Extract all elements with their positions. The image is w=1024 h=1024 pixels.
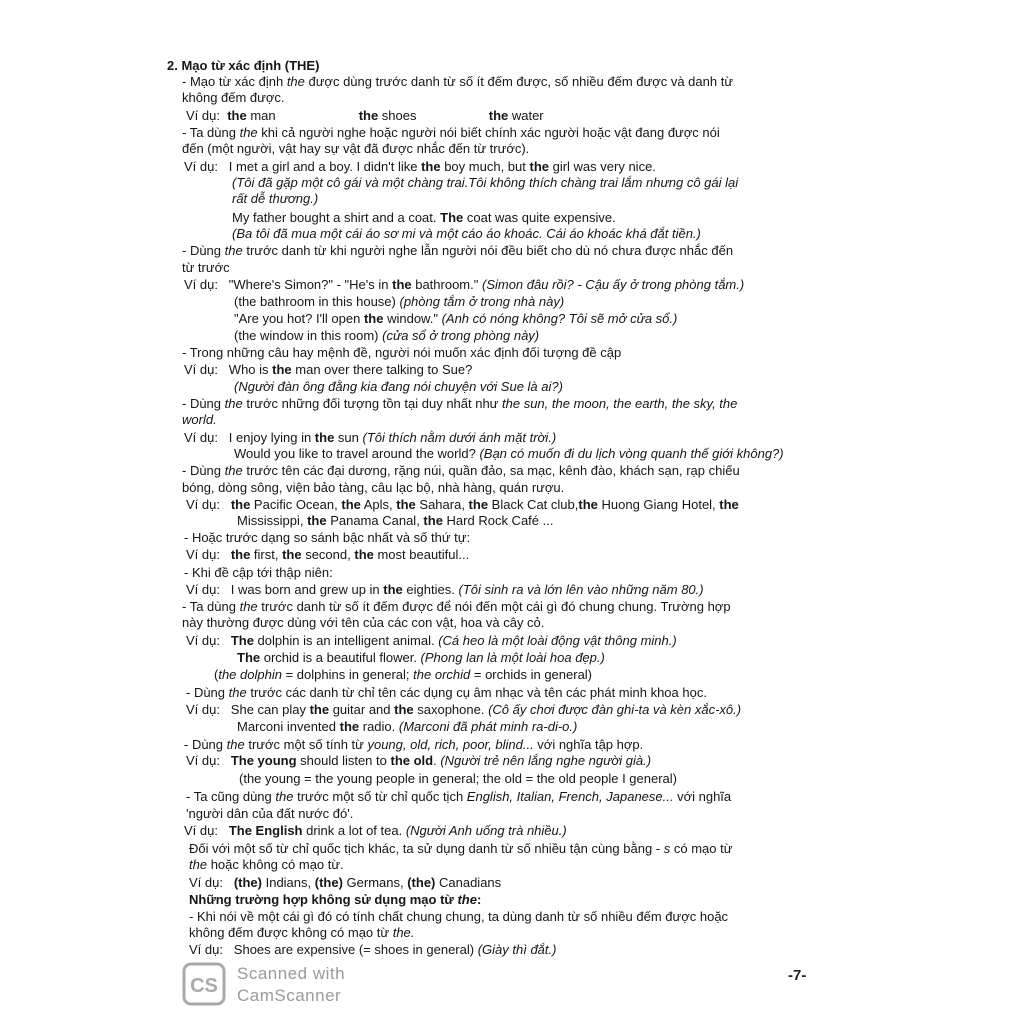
text-segment: (Cá heo là một loài động vật thông minh.): [438, 633, 677, 648]
text-line: [182, 141, 529, 157]
text-line: [239, 771, 677, 787]
text-segment: the: [239, 125, 258, 140]
text-segment: - Dùng: [184, 737, 227, 752]
text-line: [237, 650, 605, 666]
text-segment: (Simon đâu rồi? - Cậu ấy ở trong phòng tắm.): [481, 277, 745, 292]
text-segment: (Giày thì đắt.): [477, 942, 557, 957]
text-segment: eighties.: [402, 582, 459, 597]
text-line: [186, 753, 651, 769]
text-segment: Indians,: [261, 875, 315, 890]
text-segment: = orchids in general): [470, 667, 593, 682]
text-segment: first,: [250, 547, 283, 562]
text-segment: shoes: [378, 108, 489, 123]
text-segment: (Ba tôi đã mua một cái áo sơ mi và một cáo áo khoác. Cái áo khoác khá đắt tiền.): [232, 226, 701, 241]
text-segment: (the): [314, 875, 343, 890]
text-line: [184, 430, 556, 446]
text-line: [234, 328, 539, 344]
text-segment: trước tên các đại dương, rặng núi, quần đảo, sa mạc, kênh đào, khách sạn, rạp chiếu: [242, 463, 740, 478]
text-segment: (Cô ấy chơi được đàn ghi-ta và kèn xắc-xô.): [488, 702, 742, 717]
text-segment: drink a lot of tea.: [302, 823, 406, 838]
text-line: [186, 108, 544, 124]
text-line: [182, 412, 217, 428]
text-segment: Ví dụ:: [186, 753, 231, 768]
text-segment: :: [476, 892, 482, 907]
text-line: [184, 277, 744, 293]
text-line: [182, 74, 733, 90]
text-segment: Ví dụ:: [189, 875, 234, 890]
text-segment: The English: [228, 823, 303, 838]
text-segment: trước danh từ số ít đếm được để nói đến một cái gì đó chung chung. Trường hợp: [257, 599, 731, 614]
text-line: [234, 311, 677, 327]
text-line: [182, 125, 720, 141]
text-segment: với nghĩa: [673, 789, 732, 804]
text-segment: trước các danh từ chỉ tên các dụng cụ âm nhạc và tên các phát minh khoa học.: [246, 685, 707, 700]
text-segment: the: [578, 497, 598, 512]
text-line: [237, 719, 577, 735]
text-line: [232, 175, 738, 191]
text-segment: (phòng tắm ở trong nhà này): [399, 294, 565, 309]
text-line: [189, 925, 414, 941]
text-segment: (the): [233, 875, 262, 890]
text-segment: the orchid: [413, 667, 471, 682]
text-segment: trước danh từ khi người nghe lẫn người nói đều biết cho dù nó chưa được nhắc đến: [242, 243, 734, 258]
text-segment: (the window in this room): [234, 328, 383, 343]
watermark-line-1: Scanned with: [237, 964, 346, 983]
text-segment: "Are you hot? I'll open: [234, 311, 364, 326]
text-segment: the: [239, 599, 258, 614]
text-segment: Ví dụ:: [186, 547, 231, 562]
text-segment: Ví dụ:: [186, 497, 231, 512]
text-line: [232, 210, 616, 226]
text-line: [189, 841, 732, 857]
text-segment: the: [282, 547, 302, 562]
text-segment: rất dễ thương.): [232, 191, 319, 206]
text-line: [184, 823, 567, 839]
text-segment: (: [214, 667, 219, 682]
text-segment: the: [339, 719, 360, 734]
text-segment: the: [423, 513, 443, 528]
text-segment: - Dùng: [182, 463, 225, 478]
text-line: [186, 497, 739, 513]
text-segment: khi cả người nghe hoặc người nói biết chính xác người hoặc vật đang được nói: [257, 125, 720, 140]
text-segment: the: [341, 497, 361, 512]
text-line: [182, 599, 731, 615]
text-segment: water: [508, 108, 544, 123]
text-line: [184, 565, 333, 581]
page-number: -7-: [788, 967, 807, 984]
text-line: [214, 667, 592, 683]
text-segment: (Người Anh uống trà nhiều.): [405, 823, 567, 838]
text-segment: the: [230, 547, 251, 562]
text-segment: (Bạn có muốn đi du lịch vòng quanh thế giới không?): [479, 446, 784, 461]
text-line: [186, 547, 469, 563]
text-line: [182, 463, 740, 479]
watermark-line-2: CamScanner: [237, 986, 342, 1005]
text-segment: Hard Rock Café ...: [442, 513, 554, 528]
text-line: [237, 513, 553, 529]
text-segment: bóng, dòng sông, viện bảo tàng, câu lạc bộ, nhà hàng, quán rượu.: [182, 480, 565, 495]
text-segment: Panama Canal,: [326, 513, 424, 528]
text-segment: (Người trẻ nên lắng nghe người già.): [440, 753, 652, 768]
text-segment: - Ta dùng: [182, 599, 240, 614]
text-segment: (Phong lan là một loài hoa đẹp.): [420, 650, 605, 665]
text-segment: (cửa sổ ở trong phòng này): [382, 328, 540, 343]
text-line: [182, 615, 544, 631]
text-segment: the: [307, 513, 327, 528]
text-segment: the dolphin: [218, 667, 282, 682]
text-segment: The: [440, 210, 464, 225]
text-segment: này thường được dùng với tên của các con vật, hoa và cây cỏ.: [182, 615, 545, 630]
text-segment: Ví dụ:: [184, 823, 229, 838]
text-segment: Những trường hợp không sử dụng mạo từ: [189, 892, 458, 907]
text-segment: - Khi đề cập tới thập niên:: [184, 565, 333, 580]
text-line: [234, 446, 784, 462]
text-segment: the: [224, 243, 243, 258]
text-line: [184, 159, 656, 175]
text-segment: không đếm được không có mạo từ: [189, 925, 393, 940]
text-segment: the: [286, 74, 305, 89]
text-segment: the: [383, 582, 403, 597]
text-segment: the: [468, 497, 489, 512]
text-segment: - Hoặc trước dạng so sánh bậc nhất và số thứ tự:: [184, 530, 471, 545]
text-segment: coat was quite expensive.: [463, 210, 616, 225]
section-heading: [167, 58, 319, 74]
text-segment: bathroom.": [411, 277, 482, 292]
text-segment: hoặc không có mạo từ.: [207, 857, 344, 872]
text-line: [232, 191, 318, 207]
text-segment: guitar and: [329, 702, 395, 717]
text-segment: the: [226, 737, 245, 752]
text-segment: saxophone.: [413, 702, 489, 717]
text-segment: the: [396, 497, 416, 512]
text-segment: - Dùng: [186, 685, 229, 700]
text-segment: (Tôi sinh ra và lớn lên vào những năm 80.): [458, 582, 704, 597]
text-segment: (Người đàn ông đằng kia đang nói chuyện với Sue là ai?): [234, 379, 563, 394]
text-segment: the: [230, 497, 251, 512]
text-segment: đến (một người, vật hay sự vật đã được nhắc đến từ trước).: [182, 141, 530, 156]
text-segment: should listen to: [296, 753, 391, 768]
text-segment: 'người dân của đất nước đó'.: [186, 806, 354, 821]
text-segment: the: [354, 547, 374, 562]
text-line: [234, 379, 563, 395]
text-line: [189, 942, 556, 958]
text-segment: the: [488, 108, 509, 123]
text-segment: Would you like to travel around the world?: [234, 446, 480, 461]
text-segment: window.": [383, 311, 442, 326]
svg-text:CS: CS: [190, 975, 218, 997]
text-segment: Ví dụ: I met a girl and a boy. I didn't like: [184, 159, 422, 174]
text-segment: Ví dụ: I was born and grew up in: [186, 582, 384, 597]
text-segment: (Tôi thích nằm dưới ánh mặt trời.): [362, 430, 557, 445]
text-line: [182, 260, 230, 276]
text-segment: dolphin is an intelligent animal.: [253, 633, 439, 648]
text-segment: man over there talking to Sue?: [291, 362, 473, 377]
text-segment: - Khi nói về một cái gì đó có tính chất chung chung, ta dùng danh từ số nhiều đếm được hoặc: [189, 909, 729, 924]
text-segment: (the bathroom in this house): [234, 294, 400, 309]
text-segment: Ví dụ:: [186, 108, 228, 123]
text-segment: s: [663, 841, 671, 856]
text-segment: - Ta dùng: [182, 125, 240, 140]
text-line: [182, 243, 733, 259]
text-segment: với nghĩa tập hợp.: [533, 737, 644, 752]
text-segment: - Dùng: [182, 243, 225, 258]
text-segment: .: [433, 753, 441, 768]
text-line: [186, 582, 704, 598]
text-line: [189, 857, 344, 873]
text-segment: the: [392, 277, 412, 292]
text-segment: the: [394, 702, 414, 717]
camscanner-logo-icon: [182, 962, 226, 1006]
text-segment: radio.: [359, 719, 399, 734]
text-segment: có mạo từ: [670, 841, 733, 856]
text-segment: - Trong những câu hay mệnh đề, người nói muốn xác định đối tượng đề cập: [182, 345, 622, 360]
text-segment: Canadians: [435, 875, 502, 890]
text-line: [182, 480, 564, 496]
camscanner-watermark: [182, 962, 382, 1008]
text-segment: man: [246, 108, 359, 123]
text-segment: the: [314, 430, 335, 445]
text-segment: Black Cat club,: [488, 497, 579, 512]
text-line: [186, 685, 707, 701]
text-segment: The young: [230, 753, 297, 768]
text-segment: - Dùng: [182, 396, 225, 411]
text-segment: the: [189, 857, 208, 872]
text-segment: Pacific Ocean,: [250, 497, 342, 512]
text-segment: Ví dụ: Shoes are expensive (= shoes in general): [189, 942, 478, 957]
text-line: [189, 875, 501, 891]
text-line: [186, 633, 677, 649]
text-line: [182, 345, 621, 361]
text-line: [182, 90, 285, 106]
text-segment: young, old, rich, poor, blind...: [367, 737, 534, 752]
text-segment: không đếm được.: [182, 90, 285, 105]
text-segment: the sun, the moon, the earth, the sky, the: [502, 396, 738, 411]
text-segment: the.: [392, 925, 415, 940]
text-segment: Ví dụ: "Where's Simon?" - "He's in: [184, 277, 393, 292]
text-segment: 2. Mạo từ xác định (THE): [167, 58, 320, 73]
text-segment: boy much, but: [440, 159, 530, 174]
text-line: [184, 737, 643, 753]
text-segment: orchid is a beautiful flower.: [260, 650, 421, 665]
text-segment: the: [272, 362, 292, 377]
text-segment: The: [237, 650, 261, 665]
text-segment: - Ta cũng dùng: [186, 789, 276, 804]
text-line: [232, 226, 701, 242]
text-segment: the: [227, 108, 247, 123]
text-segment: most beautiful...: [373, 547, 470, 562]
text-segment: sun: [334, 430, 363, 445]
text-segment: (the): [407, 875, 436, 890]
text-segment: the: [228, 685, 247, 700]
text-segment: second,: [301, 547, 355, 562]
text-line: [184, 530, 470, 546]
text-segment: Mississippi,: [237, 513, 308, 528]
text-segment: = dolphins in general;: [281, 667, 414, 682]
text-segment: (Marconi đã phát minh ra-di-o.): [398, 719, 578, 734]
text-line: [186, 806, 353, 822]
text-segment: Ví dụ: I enjoy lying in: [184, 430, 315, 445]
text-segment: Apls,: [360, 497, 397, 512]
text-line: [234, 294, 564, 310]
text-segment: (Anh có nóng không? Tôi sẽ mở cửa sổ.): [441, 311, 678, 326]
text-line: [186, 702, 741, 718]
text-segment: Đối với một số từ chỉ quốc tịch khác, ta sử dụng danh từ số nhiều tận cùng bằng -: [189, 841, 664, 856]
text-segment: Huong Giang Hotel,: [597, 497, 720, 512]
text-segment: world.: [182, 412, 217, 427]
text-segment: Ví dụ: Who is: [184, 362, 273, 377]
text-segment: Ví dụ:: [186, 633, 231, 648]
text-segment: trước những đối tượng tồn tại duy nhất như: [242, 396, 503, 411]
text-segment: - Mạo từ xác định: [182, 74, 287, 89]
text-segment: trước một số tính từ: [244, 737, 368, 752]
text-segment: the: [719, 497, 739, 512]
text-segment: từ trước: [182, 260, 230, 275]
text-segment: the: [363, 311, 384, 326]
text-segment: Sahara,: [415, 497, 469, 512]
text-segment: trước một số từ chỉ quốc tịch: [293, 789, 467, 804]
text-segment: được dùng trước danh từ số ít đếm được, số nhiều đếm được và danh từ: [304, 74, 734, 89]
text-segment: (Tôi đã gặp một cô gái và một chàng trai.Tôi không thích chàng trai lắm nhưng cô gái lại: [232, 175, 739, 190]
text-segment: the: [275, 789, 294, 804]
text-segment: the: [309, 702, 330, 717]
text-segment: the old: [390, 753, 434, 768]
text-segment: The: [230, 633, 254, 648]
text-line: [182, 396, 737, 412]
text-segment: Germans,: [342, 875, 408, 890]
text-segment: English, Italian, French, Japanese...: [466, 789, 674, 804]
text-segment: the: [358, 108, 379, 123]
text-segment: My father bought a shirt and a coat.: [232, 210, 441, 225]
text-segment: the: [457, 892, 477, 907]
text-line: [186, 789, 731, 805]
text-segment: girl was very nice.: [548, 159, 656, 174]
text-segment: the: [529, 159, 549, 174]
text-segment: (the young = the young people in general; the old = the old people I general): [239, 771, 677, 786]
text-segment: the: [224, 396, 243, 411]
text-segment: the: [421, 159, 441, 174]
text-segment: Marconi invented: [237, 719, 340, 734]
text-line: [189, 892, 481, 908]
text-segment: Ví dụ: She can play: [186, 702, 310, 717]
text-line: [184, 362, 472, 378]
text-segment: the: [224, 463, 243, 478]
text-line: [189, 909, 728, 925]
